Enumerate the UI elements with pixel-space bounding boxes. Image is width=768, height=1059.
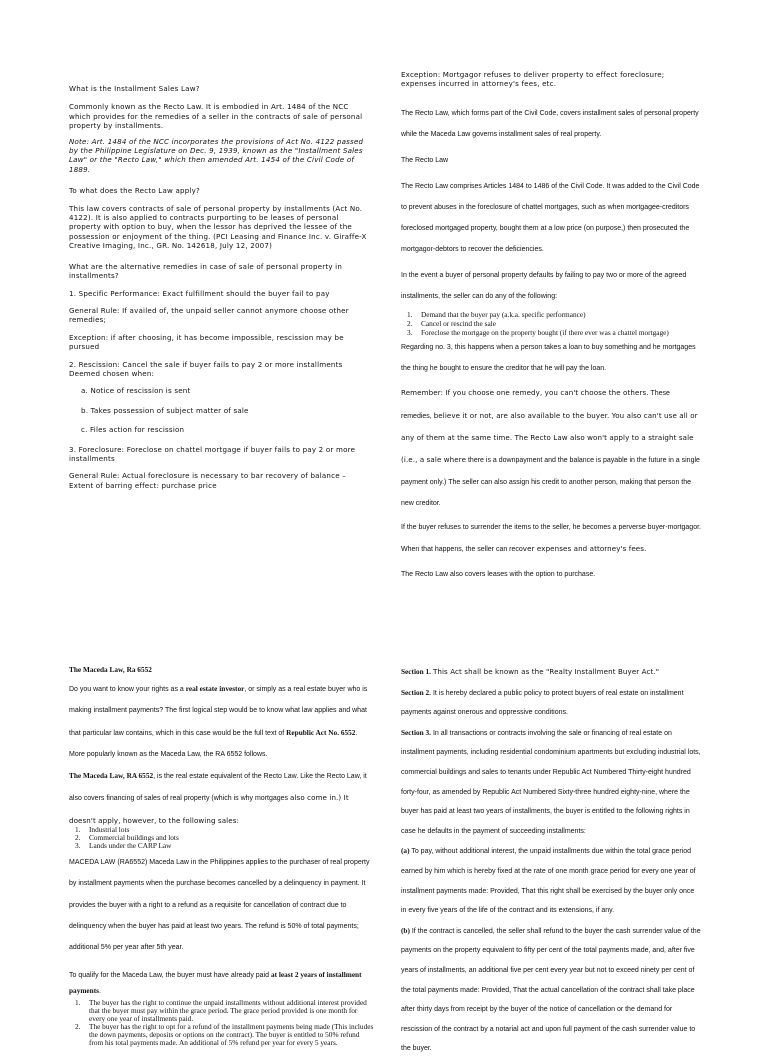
recto-leases-paragraph: The Recto Law also covers leases with the option to purchase. [401, 570, 596, 578]
maceda-law-text-column [401, 662, 701, 1059]
question-alternative-remedies: What are the alternative remedies in case of sale of personal property in installments? [69, 261, 343, 281]
section-2: Section 2. It is hereby declared a public policy to protect buyers of real estate on installment payments against onerous and oppressive conditions. [401, 687, 684, 717]
section-3-a: (a) To pay, without additional interest, the unpaid installments due within the total grace period earned by him which is hereby fixed at the rate of one month grace period for every one year of installment payments made: Provided, That this right shall be exercised by the buyer only once in every five years of the life of the contract and its extensions, if any. [401, 846, 696, 915]
recto-maceda-intro: The Recto Law, which forms part of the Civil Code, covers installment sales of personal property while the Maceda Law governs installment sales of real property. [401, 109, 699, 138]
remedy-specific-performance: 1. Specific Performance: Exact fulfillment should the buyer fail to pay [69, 288, 330, 298]
regarding-no-3: Regarding no. 3, this happens when a person takes a loan to buy something and he mortgages the thing he bought to ensure the creditor that he will pay the loan. [401, 343, 696, 373]
remember-paragraph: Remember: If you choose one remedy, you can't choose the others. These remedies, believe it or not, are also available to the buyer. You also can't use all or any of them at the same time. The Recto Law also won't apply to a straight sale (i.e., a sale where there is a downpayment and the balance is payable in the future in a single payment only.) The seller can also assign his credit to another person, making that person the new creditor. [401, 388, 700, 507]
section-3: Section 3. In all transactions or contracts involving the sale or financing of real estate on installment payments, including residential condominium apartments but excluding industrial lots, commercial buildings and sales to tenants under Republic Act Numbered Thirty-eight hundred forty-four, as amended by Republic Act Numbered Sixty-three hundred eighty-nine, where the buyer has paid at least two years of installments, the buyer is entitled to the following rights in case he defaults in the payment of succeeding installments: [401, 727, 701, 835]
seller-remedies-list [401, 310, 701, 337]
maceda-qualify-paragraph: To qualify for the Maceda Law, the buyer must have already paid at least 2 years of installment payments. [69, 969, 362, 995]
rescission-item-c: c. Files action for rescission [81, 425, 185, 435]
remedy-rescission: 2. Rescission: Cancel the sale if buyer fails to pay 2 or more installments Deemed chosen when: [69, 359, 343, 378]
remedy-foreclosure: 3. Foreclosure: Foreclose on chattel mortgage if buyer fails to pay 2 or more installments [69, 444, 356, 463]
maceda-law-column [69, 665, 374, 1047]
list-item: 1. Demand that the buyer pay (a.k.a. specific performance) [407, 309, 586, 319]
excluded-sales-list [69, 826, 374, 850]
list-item: 2. Cancel or rescind the sale [407, 318, 496, 328]
general-rule-specific-performance: General Rule: If availed of, the unpaid seller cannot anymore choose other remedies; [69, 305, 349, 325]
rescission-item-b: b. Takes possession of subject matter of sale [81, 405, 249, 415]
general-rule-foreclosure: General Rule: Actual foreclosure is necessary to bar recovery of balance – Extent of barring effect: purchase price [69, 471, 346, 490]
maceda-equivalent-paragraph: The Maceda Law, RA 6552, is the real estate equivalent of the Recto Law. Like the Recto Law, it also covers financing of sales of real property (which is why mortgages also come in.) It doesn't apply, however, to the following sales: [69, 771, 367, 825]
buyer-default-intro: In the event a buyer of personal property defaults by failing to pay two or more of the agreed installments, the seller can do any of the following: [401, 271, 687, 300]
exception-mortgagor-refuses: Exception: Mortgagor refuses to deliver property to effect foreclosure; expenses incurred in attorney's fees, etc. [401, 70, 665, 89]
list-item: 2. The buyer has the right to opt for a refund of the installment payments being made (This includes the down payments, deposits or options on the contract). The buyer is entitled to 50% refund from his total payments made. An additional of 5% refund per year for every 5 years. [75, 1021, 374, 1047]
list-item: 2. Commercial buildings and lots [75, 833, 179, 843]
maceda-intro-paragraph: Do you want to know your rights as a real estate investor, or simply as a real estate buyer who is making installment payments? The first logical step would be to know what law applies and what that particular law contains, which in this case would be the full text of Republic Act No. 6552. More popularly known as the Maceda Law, the RA 6552 follows. [69, 684, 368, 758]
recto-law-qa-column [69, 84, 369, 496]
recto-law-heading: The Recto Law [401, 156, 449, 164]
question-installment-sales-law: What is the Installment Sales Law? [69, 84, 200, 93]
list-item: 1. Industrial lots [75, 825, 130, 835]
section-1: Section 1. This Act shall be known as the "Realty Installment Buyer Act." [401, 667, 660, 676]
question-recto-law-apply: To what does the Recto Law apply? [69, 186, 200, 196]
list-item: 3. Lands under the CARP Law [75, 841, 172, 851]
list-item: 3. Foreclose the mortgage on the property bought (if there ever was a chattel mortgage) [407, 327, 669, 337]
maceda-ra6552-paragraph: MACEDA LAW (RA6552) Maceda Law in the Philippines applies to the purchaser of real property by installment payments when the purchase becomes cancelled by a delinquency in payment. It provides the buyer with a right to a refund as a requisite for cancellation of contract due to delinquency when the buyer has paid at least two years. The refund is 50% of total payments; additional 5% per year after 5th year. [69, 859, 370, 952]
answer-installment-sales-law: Commonly known as the Recto Law. It is embodied in Art. 1484 of the NCC which provides for the remedies of a seller in the contracts of sale of personal property by installments. [69, 102, 363, 131]
answer-recto-law-apply: This law covers contracts of sale of personal property by installments (Act No. 4122). It is also applied to contracts purporting to be leases of personal property with option to buy, when the lessor has deprived the lessee of the possession or enjoyment of the thing. (PCI Leasing and Finance Inc. v. Giraffe-X Creative Imaging, Inc., GR. No. 142618, July 12, 2007) [69, 203, 367, 251]
buyer-rights-list [69, 999, 374, 1047]
perverse-buyer-paragraph: If the buyer refuses to surrender the items to the seller, he becomes a perverse buyer-mortgagor. When that happens, the seller can recover expenses and attorney's fees. [401, 524, 701, 554]
recto-law-summary-column [401, 70, 701, 588]
maceda-law-title: The Maceda Law, Ra 6552 [69, 665, 152, 674]
section-3-b: (b) If the contract is cancelled, the seller shall refund to the buyer the cash surrender value of the payments on the property equivalent to fifty per cent of the total payments made, and, after five years of installments, an additional five per cent every year but not to exceed ninety per cent of the total payments made: Provided, That the actual cancellation of the contract shall take place after thirty days from receipt by the buyer of the notice of cancellation or the demand for rescission of the contract by a notarial act and upon full payment of the cash surrender value to the buyer. [401, 925, 701, 1053]
exception-specific-performance: Exception: if after choosing, it has become impossible, rescission may be pursued [69, 332, 344, 352]
list-item: 1. The buyer has the right to continue the unpaid installments without additional interest provided that the buyer must pay within the grace period. The grace period provided is one month for every one year of installments paid. [75, 997, 367, 1023]
rescission-item-a: a. Notice of rescission is sent [81, 386, 191, 396]
note-act-4122: Note: Art. 1484 of the NCC incorporates the provisions of Act No. 4122 passed by the Philippine Legislature on Dec. 9, 1939, known as the "Installment Sales Law" or the "Recto Law," which then amended Art. 1454 of the Civil Code of 1889. [69, 136, 364, 174]
recto-law-description: The Recto Law comprises Articles 1484 to 1486 of the Civil Code. It was added to the Civil Code to prevent abuses in the foreclosure of chattel mortgages, such as when mortgagee-creditors foreclosed mortgaged property, bought them at a low price (on purpose,) then prosecuted the mortgagor-debtors to recover the deficiencies. [401, 182, 700, 253]
